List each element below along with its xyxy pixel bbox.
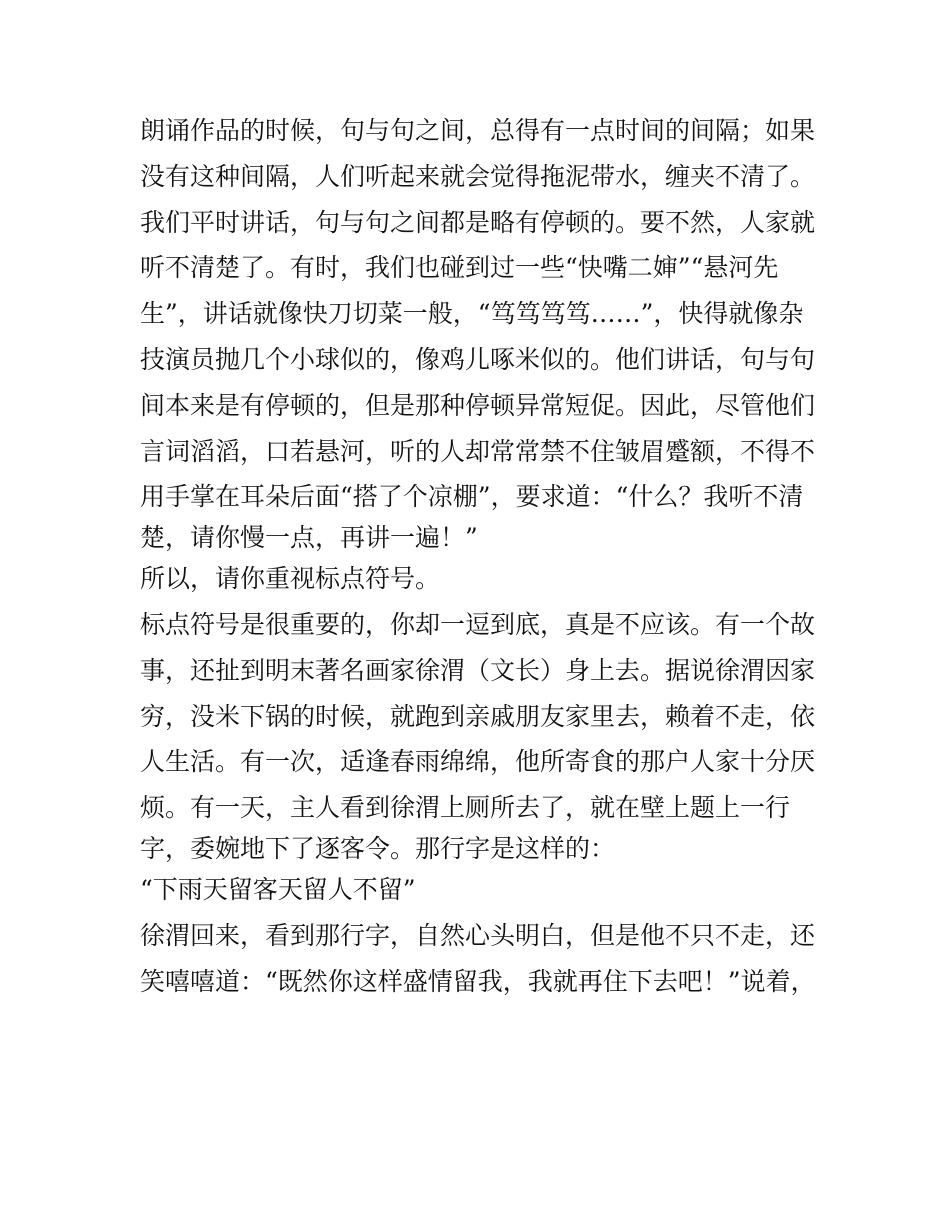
text-line: 生”，讲话就像快刀切菜一般，“笃笃笃笃……”，快得就像杂: [140, 299, 804, 329]
text-line: 朗诵作品的时候，句与句之间，总得有一点时间的间隔；如果: [140, 116, 816, 145]
text-line: 烦。有一天，主人看到徐渭上厕所去了，就在壁上题上一行: [140, 793, 791, 823]
text-line: 用手掌在耳朵后面“搭了个凉棚”，要求道：“什么？我听不清: [140, 482, 804, 512]
text-line: 楚，请你慢一点，再讲一遍！”: [140, 523, 478, 553]
text-line: 没有这种间隔，人们听起来就会觉得拖泥带水，缠夹不清了。: [140, 161, 816, 191]
body-text: [140, 108, 830, 1004]
text-line: 穷，没米下锅的时候，就跑到亲戚朋友家里去，赖着不走，依: [140, 701, 816, 731]
text-line: 技演员抛几个小球似的，像鸡儿啄米似的。他们讲话，句与句: [140, 344, 816, 374]
text-line: 听不清楚了。有时，我们也碰到过一些“快嘴二婶”“悬河先: [140, 253, 779, 283]
text-line: 我们平时讲话，句与句之间都是略有停顿的。要不然，人家就: [140, 207, 816, 237]
text-line: 间本来是有停顿的，但是那种停顿异常短促。因此，尽管他们: [140, 390, 816, 420]
text-line: 事，还扯到明末著名画家徐渭（文长）身上去。据说徐渭因家: [140, 655, 816, 685]
text-line: 笑嘻嘻道：“既然你这样盛情留我，我就再住下去吧！”说着，: [140, 966, 816, 996]
text-line: 字，委婉地下了逐客令。那行字是这样的：: [140, 833, 616, 863]
text-line: 人生活。有一次，适逢春雨绵绵，他所寄食的那户人家十分厌: [140, 747, 816, 777]
text-line: “下雨天留客天留人不留”: [140, 874, 416, 904]
text-line: 标点符号是很重要的，你却一逗到底，真是不应该。有一个故: [140, 609, 816, 639]
text-line: 所以，请你重视标点符号。: [140, 564, 441, 594]
text-line: 言词滔滔，口若悬河，听的人却常常禁不住皱眉蹙额，不得不: [140, 436, 816, 466]
text-line: 徐渭回来，看到那行字，自然心头明白，但是他不只不走，还: [140, 920, 816, 950]
